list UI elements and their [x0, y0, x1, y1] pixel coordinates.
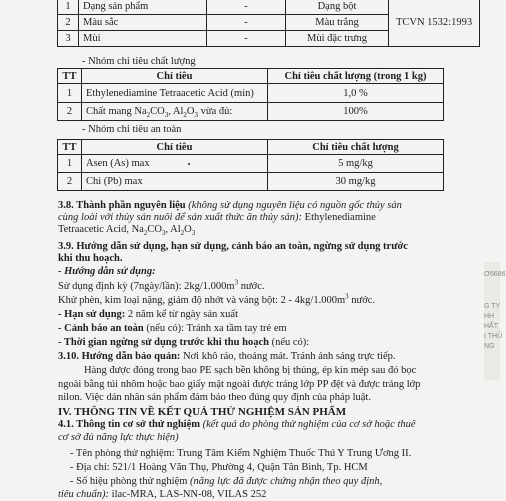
- quality-value: 100%: [268, 103, 444, 121]
- section-4-1-line2: cơ sở đủ năng lực thực hiện): [58, 432, 179, 443]
- criterion-name: Màu sắc: [79, 15, 207, 31]
- section-heading: 3.8. Thành phần nguyên liệu: [58, 200, 186, 211]
- section-3-8-line2: [58, 212, 376, 224]
- unit-cell: -: [207, 0, 286, 15]
- carrier-text: CO: [150, 106, 165, 117]
- stamp-text: HẤT: [484, 323, 498, 330]
- section-3-10-line: [58, 351, 396, 363]
- withdrawal-line: [58, 337, 309, 349]
- dose-text: Sử dụng định kỳ (7ngày/lần): 2kg/1.000m: [58, 281, 235, 292]
- withdrawal-value: (nếu có):: [268, 337, 310, 348]
- unit-cell: -: [207, 15, 286, 31]
- dose-text: nước.: [238, 281, 265, 292]
- alum-text: Khử phèn, kim loại nặng, giảm độ nhớt và váng bột: 2 - 4kg/1.000m: [58, 295, 346, 306]
- requirement-cell: Dạng bột: [286, 0, 389, 15]
- usage-title: - Hướng dẫn sử dụng:: [58, 266, 156, 277]
- header-criterion: Chỉ tiêu: [82, 140, 268, 155]
- alum-line: [58, 292, 376, 307]
- lab-cert-line1: [70, 476, 382, 488]
- quality-group-label: - Nhóm chỉ tiêu chất lượng: [82, 56, 196, 67]
- ingredient-text: CO: [147, 224, 162, 235]
- criterion-name: Dạng sản phẩm: [79, 0, 207, 15]
- shelf-life-value: 2 năm kể từ ngày sản xuất: [125, 309, 238, 320]
- stamp-text: Ị THỦ: [484, 333, 503, 340]
- lab-address-line: - Địa chỉ: 521/1 Hoàng Văn Thụ, Phường 4, Quận Tân Bình, Tp. HCM: [70, 462, 368, 473]
- quality-table: [57, 68, 444, 121]
- requirement-cell: Mùi đặc trưng: [286, 31, 389, 47]
- section-note: (kết quả do phòng thử nghiệm của cơ sở hoặc thuê: [200, 419, 416, 430]
- subscript: 3: [194, 111, 199, 120]
- ingredient-text: Tetraacetic Acid, Na: [58, 224, 144, 235]
- warning-line: [58, 323, 287, 335]
- header-tt: TT: [58, 140, 82, 155]
- section-iv-heading: IV. THÔNG TIN VỀ KẾT QUẢ THỬ NGHIỆM SẢN PHẨM: [58, 406, 347, 418]
- header-criterion: Chỉ tiêu: [82, 69, 268, 84]
- safety-group-label: - Nhóm chỉ tiêu an toàn: [82, 124, 182, 135]
- table-row: [58, 84, 444, 103]
- section-heading: 3.10. Hướng dẫn bảo quản:: [58, 351, 181, 362]
- section-heading: 4.1. Thông tin cơ sở thử nghiệm: [58, 419, 201, 430]
- stamp-text: HH: [484, 313, 495, 320]
- section-note: (không sử dụng nguyên liệu có nguồn gốc thủy sản: [185, 200, 402, 211]
- subscript: 2: [180, 229, 185, 238]
- table-row: [58, 173, 444, 191]
- warning-value: (nếu có): Tránh xa tầm tay trẻ em: [143, 323, 287, 334]
- row-number: 2: [58, 103, 82, 121]
- subscript: 2: [183, 111, 187, 120]
- packaging-line2: ngoài bằng túi nhôm hoặc bao giấy mặt ngoài được tráng lớp PP đệt và được tráng lớp: [58, 379, 421, 390]
- criterion-name: Mùi: [79, 31, 207, 47]
- row-number: 2: [58, 15, 79, 31]
- standard-cell: TCVN 1532:1993: [389, 0, 480, 47]
- section-3-8-line1: [58, 200, 402, 212]
- section-note: cùng loài với thủy sản nuôi để sản xuất thức ăn thủy sản):: [58, 212, 303, 223]
- row-number: 1: [58, 0, 79, 15]
- unit-cell: -: [207, 31, 286, 47]
- warning-label: - Cảnh báo an toàn: [58, 323, 144, 334]
- cert-note: tiêu chuẩn):: [58, 489, 110, 500]
- stamp-text: NG: [484, 343, 495, 350]
- header-tt: TT: [58, 69, 82, 84]
- quality-value: 5 mg/kg: [268, 155, 444, 173]
- header-quality: Chỉ tiêu chất lượng (trong 1 kg): [268, 69, 444, 84]
- row-number: 3: [58, 31, 79, 47]
- lab-name-line: - Tên phòng thử nghiệm: Trung Tâm Kiểm Nghiệm Thuốc Thú Y Trung Ương II.: [70, 448, 412, 459]
- requirement-cell: Màu trắng: [286, 15, 389, 31]
- table-row: [58, 103, 444, 121]
- row-number: 2: [58, 173, 82, 191]
- criterion-name: [82, 103, 268, 121]
- criterion-name: Ethylenediamine Tetraacetic Acid (min): [82, 84, 268, 103]
- superscript: 3: [234, 278, 239, 287]
- quality-value: 1,0 %: [268, 84, 444, 103]
- section-3-9-heading: 3.9. Hướng dẫn sử dụng, hạn sử dụng, cảnh báo an toàn, ngừng sử dụng trước: [58, 241, 408, 252]
- withdrawal-label: - Thời gian ngừng sử dụng trước khi thu hoạch: [58, 337, 269, 348]
- subscript: 3: [191, 229, 196, 238]
- ingredient-text: O: [184, 224, 192, 235]
- row-number: 1: [58, 155, 82, 173]
- criterion-name: Asen (As) max: [82, 155, 268, 173]
- lab-cert-line2: [58, 489, 266, 501]
- criterion-name: Chì (Pb) max: [82, 173, 268, 191]
- stamp-text: Ơ6686: [484, 271, 506, 278]
- shelf-life-label: - Hạn sử dụng:: [58, 309, 126, 320]
- subscript: 3: [161, 229, 166, 238]
- carrier-text: O: [186, 106, 195, 117]
- packaging-line3: nilon. Việc dán nhãn sản phẩm đảm bảo theo đúng quy định của pháp luật.: [58, 392, 371, 403]
- appearance-table: [57, 0, 480, 47]
- ingredient-text: Ethylenediamine: [302, 212, 376, 223]
- carrier-text: Chất mang Na: [86, 106, 147, 117]
- subscript: 3: [164, 111, 169, 120]
- section-4-1-line1: [58, 419, 416, 431]
- cert-label: - Số hiệu phòng thử nghiệm: [70, 476, 188, 487]
- cert-note: (năng lực đã được chứng nhận theo quy định,: [187, 476, 383, 487]
- cert-value: ilac-MRA, LAS-NN-08, VILAS 252: [109, 489, 267, 500]
- section-3-9-heading-cont: khi thu hoạch.: [58, 253, 123, 264]
- alum-text: nước.: [348, 295, 376, 306]
- table-header-row: [58, 140, 444, 155]
- table-row: [58, 155, 444, 173]
- subscript: 2: [143, 229, 148, 238]
- shelf-life-line: [58, 309, 238, 321]
- storage-text: Nơi khô ráo, thoáng mát. Tránh ánh sáng trực tiếp.: [180, 351, 396, 362]
- section-3-8-line3: [58, 224, 195, 236]
- header-quality: Chỉ tiêu chất lượng: [268, 140, 444, 155]
- stamp-edge: [484, 262, 506, 380]
- safety-table: [57, 139, 444, 191]
- quality-value: 30 mg/kg: [268, 173, 444, 191]
- ingredient-text: , Al: [165, 224, 181, 235]
- subscript: 2: [146, 111, 151, 120]
- row-number: 1: [58, 84, 82, 103]
- dose-line: [58, 278, 265, 293]
- carrier-text: vừa đủ:: [198, 106, 233, 117]
- speck: [188, 163, 190, 165]
- table-row: [58, 0, 480, 15]
- superscript: 3: [345, 292, 349, 301]
- stamp-text: G TY: [484, 303, 501, 310]
- table-header-row: [58, 69, 444, 84]
- carrier-text: , Al: [168, 106, 184, 117]
- packaging-line1: Hàng được đóng trong bao PE sạch bền không bị thủng, ép kín mép sau đó bọc: [84, 365, 417, 376]
